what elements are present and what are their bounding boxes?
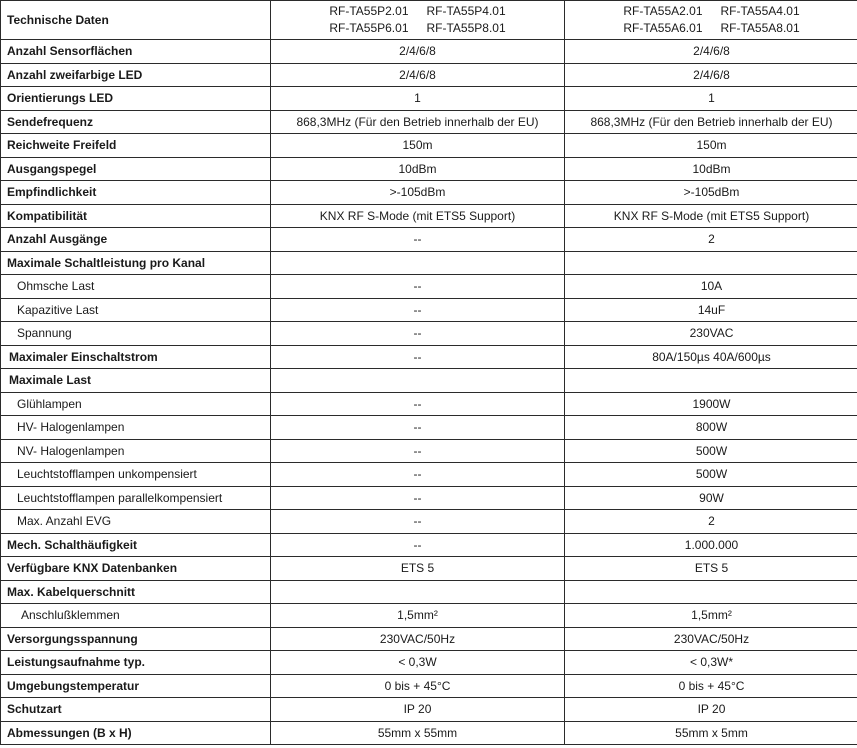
row-value-col2: >-105dBm (565, 181, 857, 205)
row-label: Orientierungs LED (1, 87, 271, 111)
model-code: RF-TA55P2.01 (329, 4, 409, 18)
model-code: RF-TA55P8.01 (426, 21, 506, 35)
row-value-col1 (271, 369, 565, 393)
row-value-col2: 230VAC (565, 322, 857, 346)
row-value-col2: ETS 5 (565, 557, 857, 581)
row-value-col2: 800W (565, 416, 857, 440)
row-label: Maximale Last (1, 369, 271, 393)
table-row (1, 110, 857, 134)
row-label: Leuchtstofflampen parallelkompensiert (1, 486, 271, 510)
row-label: Versorgungsspannung (1, 627, 271, 651)
row-value-col1: >-105dBm (271, 181, 565, 205)
row-value-col1: -- (271, 228, 565, 252)
row-value-col2: < 0,3W* (565, 651, 857, 675)
table-row (1, 533, 857, 557)
table-row (1, 251, 857, 275)
row-value-col2: 1900W (565, 392, 857, 416)
header-models-col1 (271, 1, 565, 40)
row-value-col1: 1,5mm² (271, 604, 565, 628)
row-label: HV- Halogenlampen (1, 416, 271, 440)
row-value-col2: 10A (565, 275, 857, 299)
row-value-col1: 2/4/6/8 (271, 40, 565, 64)
row-value-col2: KNX RF S-Mode (mit ETS5 Support) (565, 204, 857, 228)
header-label: Technische Daten (1, 1, 271, 40)
row-value-col2: 868,3MHz (Für den Betrieb innerhalb der EU) (565, 110, 857, 134)
row-value-col2 (565, 580, 857, 604)
row-label: Max. Anzahl EVG (1, 510, 271, 534)
row-value-col1: 868,3MHz (Für den Betrieb innerhalb der EU) (271, 110, 565, 134)
table-row (1, 157, 857, 181)
row-label: Schutzart (1, 698, 271, 722)
table-row (1, 486, 857, 510)
row-label: Anzahl Sensorflächen (1, 40, 271, 64)
row-value-col2: 80A/150µs 40A/600µs (565, 345, 857, 369)
table-row (1, 698, 857, 722)
row-label: Anschlußklemmen (1, 604, 271, 628)
model-code: RF-TA55P6.01 (329, 21, 409, 35)
table-row (1, 87, 857, 111)
spec-table-body (1, 1, 857, 745)
row-label: Glühlampen (1, 392, 271, 416)
row-label: Max. Kabelquerschnitt (1, 580, 271, 604)
model-code: RF-TA55P4.01 (426, 4, 506, 18)
row-value-col1: -- (271, 533, 565, 557)
row-value-col2: 1.000.000 (565, 533, 857, 557)
row-value-col1: 2/4/6/8 (271, 63, 565, 87)
table-row (1, 651, 857, 675)
row-value-col2: 150m (565, 134, 857, 158)
row-label: Sendefrequenz (1, 110, 271, 134)
table-row (1, 416, 857, 440)
row-label: Leistungsaufnahme typ. (1, 651, 271, 675)
row-value-col2: 1 (565, 87, 857, 111)
row-value-col1: -- (271, 416, 565, 440)
row-value-col1: 150m (271, 134, 565, 158)
row-value-col1 (271, 580, 565, 604)
row-value-col1: 55mm x 55mm (271, 721, 565, 745)
row-value-col2 (565, 251, 857, 275)
row-value-col1: -- (271, 486, 565, 510)
row-value-col2: 10dBm (565, 157, 857, 181)
row-value-col2: 0 bis + 45°C (565, 674, 857, 698)
row-value-col1: KNX RF S-Mode (mit ETS5 Support) (271, 204, 565, 228)
row-label: Maximaler Einschaltstrom (1, 345, 271, 369)
model-code: RF-TA55A8.01 (720, 21, 800, 35)
row-label: Anzahl Ausgänge (1, 228, 271, 252)
table-row (1, 369, 857, 393)
row-label: Maximale Schaltleistung pro Kanal (1, 251, 271, 275)
table-row (1, 463, 857, 487)
table-row (1, 275, 857, 299)
row-value-col1: < 0,3W (271, 651, 565, 675)
table-row (1, 604, 857, 628)
row-label: Kompatibilität (1, 204, 271, 228)
table-row (1, 721, 857, 745)
row-value-col2 (565, 369, 857, 393)
row-value-col2: 2/4/6/8 (565, 63, 857, 87)
row-value-col1: -- (271, 298, 565, 322)
row-value-col1: -- (271, 345, 565, 369)
table-row (1, 298, 857, 322)
row-value-col1: -- (271, 439, 565, 463)
header-row (1, 1, 857, 40)
row-value-col2: 55mm x 5mm (565, 721, 857, 745)
row-value-col1: -- (271, 275, 565, 299)
table-row (1, 204, 857, 228)
row-value-col2: 500W (565, 439, 857, 463)
row-label: Ohmsche Last (1, 275, 271, 299)
model-code: RF-TA55A6.01 (623, 21, 703, 35)
table-row (1, 134, 857, 158)
row-label: Leuchtstofflampen unkompensiert (1, 463, 271, 487)
row-value-col2: 14uF (565, 298, 857, 322)
table-row (1, 345, 857, 369)
table-row (1, 510, 857, 534)
row-value-col1 (271, 251, 565, 275)
row-value-col1: 10dBm (271, 157, 565, 181)
row-value-col2: 2 (565, 510, 857, 534)
row-label: Verfügbare KNX Datenbanken (1, 557, 271, 581)
table-row (1, 557, 857, 581)
row-label: Empfindlichkeit (1, 181, 271, 205)
row-value-col2: 2 (565, 228, 857, 252)
row-value-col2: 500W (565, 463, 857, 487)
model-code: RF-TA55A4.01 (720, 4, 800, 18)
row-value-col1: ETS 5 (271, 557, 565, 581)
row-value-col2: 230VAC/50Hz (565, 627, 857, 651)
row-label: Anzahl zweifarbige LED (1, 63, 271, 87)
row-value-col1: -- (271, 510, 565, 534)
table-row (1, 63, 857, 87)
row-value-col1: 230VAC/50Hz (271, 627, 565, 651)
row-value-col1: -- (271, 463, 565, 487)
table-row (1, 580, 857, 604)
row-value-col1: 1 (271, 87, 565, 111)
row-label: Spannung (1, 322, 271, 346)
table-row (1, 627, 857, 651)
row-value-col1: IP 20 (271, 698, 565, 722)
model-code: RF-TA55A2.01 (623, 4, 703, 18)
row-label: Umgebungstemperatur (1, 674, 271, 698)
table-row (1, 181, 857, 205)
row-value-col2: 2/4/6/8 (565, 40, 857, 64)
row-label: Reichweite Freifeld (1, 134, 271, 158)
row-value-col1: 0 bis + 45°C (271, 674, 565, 698)
row-label: Kapazitive Last (1, 298, 271, 322)
row-value-col1: -- (271, 322, 565, 346)
row-value-col2: 1,5mm² (565, 604, 857, 628)
table-row (1, 322, 857, 346)
row-value-col2: 90W (565, 486, 857, 510)
row-value-col2: IP 20 (565, 698, 857, 722)
table-row (1, 228, 857, 252)
table-row (1, 392, 857, 416)
row-label: Ausgangspegel (1, 157, 271, 181)
row-label: Mech. Schalthäufigkeit (1, 533, 271, 557)
header-models-col2 (565, 1, 857, 40)
row-label: NV- Halogenlampen (1, 439, 271, 463)
table-row (1, 439, 857, 463)
table-row (1, 40, 857, 64)
row-value-col1: -- (271, 392, 565, 416)
table-row (1, 674, 857, 698)
row-label: Abmessungen (B x H) (1, 721, 271, 745)
